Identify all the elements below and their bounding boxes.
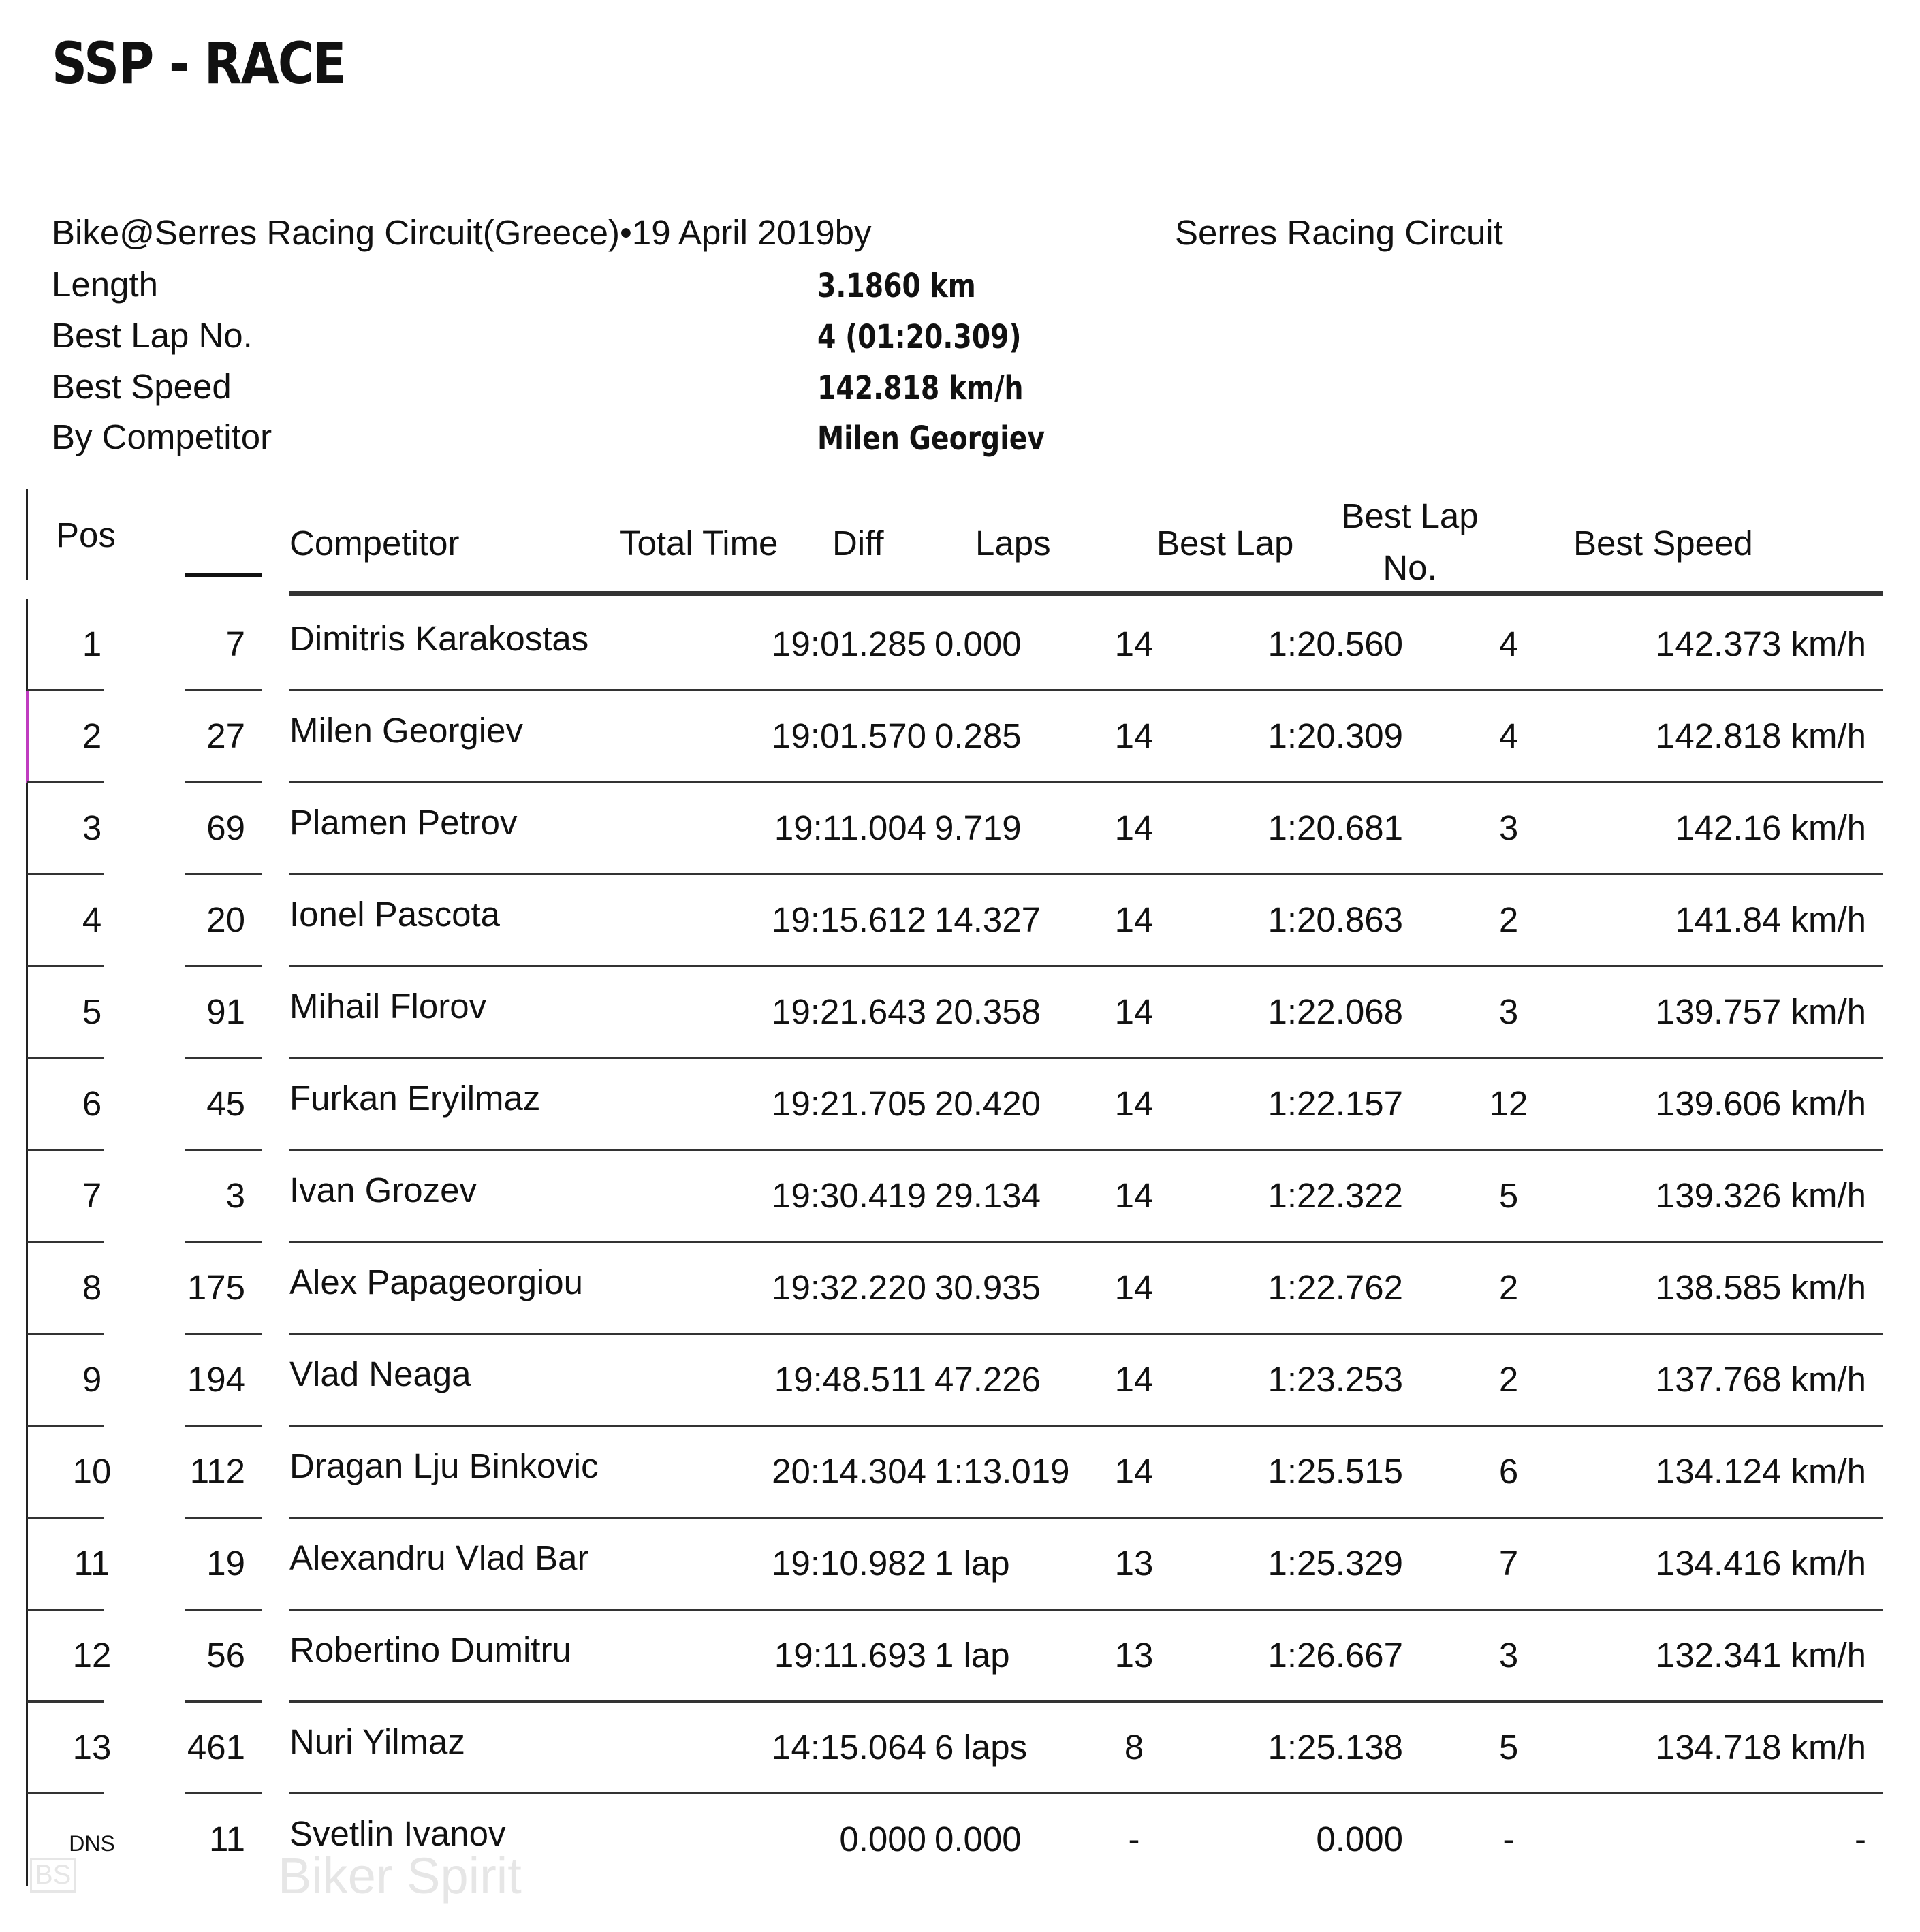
row-left-rule (26, 875, 28, 967)
cell-best-lap-no: 5 (1498, 1728, 1519, 1767)
number-separator (185, 1609, 262, 1611)
cell-best-speed: 134.124 km/h (1655, 1452, 1866, 1491)
number-separator (185, 689, 262, 691)
row-separator (289, 1792, 1883, 1794)
cell-pos: 3 (82, 808, 102, 847)
row-separator (289, 1057, 1883, 1059)
cell-number: 45 (206, 1084, 245, 1123)
cell-number: 27 (206, 716, 245, 755)
cell-diff: 6 laps (934, 1728, 1028, 1767)
cell-laps: 14 (1114, 1268, 1154, 1307)
cell-competitor: Dragan Lju Binkovic (289, 1446, 599, 1485)
number-separator (185, 1333, 262, 1335)
cell-laps: 14 (1114, 1360, 1154, 1399)
pos-separator (27, 1792, 104, 1794)
header-underline (289, 591, 1883, 596)
cell-best-lap: 1:25.515 (1268, 1452, 1403, 1491)
pos-separator (27, 1241, 104, 1243)
cell-number: 91 (206, 992, 245, 1031)
pos-separator (27, 1149, 104, 1151)
row-separator (289, 873, 1883, 875)
cell-best-lap: 1:20.863 (1268, 900, 1403, 939)
cell-total-time: 19:21.705 (772, 1084, 926, 1123)
cell-best-speed: 142.16 km/h (1675, 808, 1866, 847)
header-laps: Laps (975, 524, 1051, 563)
header-num-rule (185, 573, 262, 577)
event-organizer: Serres Racing Circuit (1175, 213, 1503, 252)
cell-total-time: 19:10.982 (772, 1544, 926, 1583)
cell-best-lap-no: 3 (1498, 808, 1519, 847)
cell-best-lap: 1:20.560 (1268, 624, 1403, 663)
cell-best-speed: 141.84 km/h (1675, 900, 1866, 939)
cell-competitor: Robertino Dumitru (289, 1630, 571, 1669)
stat-label: By Competitor (52, 417, 272, 456)
stat-value: 142.818 km/h (817, 369, 1024, 407)
pos-separator (27, 689, 104, 691)
cell-diff: 9.719 (934, 808, 1022, 847)
number-separator (185, 1057, 262, 1059)
cell-best-speed: 142.373 km/h (1655, 624, 1866, 663)
number-separator (185, 1792, 262, 1794)
stat-label: Best Lap No. (52, 316, 253, 355)
row-separator (289, 1333, 1883, 1335)
row-left-rule (26, 1703, 28, 1794)
cell-competitor: Vlad Neaga (289, 1355, 471, 1393)
row-highlight-marker (26, 691, 29, 783)
cell-best-lap-no: 6 (1498, 1452, 1519, 1491)
cell-laps: 13 (1114, 1544, 1154, 1583)
cell-total-time: 19:32.220 (772, 1268, 926, 1307)
cell-pos: 8 (82, 1268, 102, 1307)
number-separator (185, 965, 262, 967)
cell-laps: 14 (1114, 992, 1154, 1031)
cell-laps: 13 (1114, 1636, 1154, 1675)
cell-best-lap: 1:20.681 (1268, 808, 1403, 847)
header-best-lap: Best Lap (1156, 524, 1294, 563)
cell-best-lap-no: 4 (1498, 716, 1519, 755)
pos-separator (27, 1700, 104, 1703)
cell-best-speed: 134.416 km/h (1655, 1544, 1866, 1583)
row-left-rule (26, 1335, 28, 1427)
row-separator (289, 1609, 1883, 1611)
pos-separator (27, 1333, 104, 1335)
cell-diff: 0.000 (934, 1820, 1022, 1858)
row-separator (289, 1517, 1883, 1519)
event-line: Bike@Serres Racing Circuit(Greece)•19 April 2019by (52, 213, 872, 252)
cell-competitor: Plamen Petrov (289, 803, 518, 842)
cell-best-lap: 1:25.329 (1268, 1544, 1403, 1583)
row-left-rule (26, 599, 28, 691)
header-best-lap-no-line2: No. (1383, 548, 1437, 587)
cell-competitor: Svetlin Ivanov (289, 1814, 506, 1853)
header-competitor: Competitor (289, 524, 460, 563)
cell-pos: 6 (82, 1084, 102, 1123)
row-left-rule (26, 1151, 28, 1243)
pos-separator (27, 1057, 104, 1059)
pos-separator (27, 1609, 104, 1611)
row-separator (289, 1149, 1883, 1151)
header-total-time: Total Time (620, 524, 778, 563)
row-left-rule (26, 1794, 28, 1886)
cell-pos: 5 (82, 992, 102, 1031)
cell-best-lap-no: 3 (1498, 1636, 1519, 1675)
cell-best-speed: 132.341 km/h (1655, 1636, 1866, 1675)
stat-value: Milen Georgiev (817, 419, 1045, 458)
cell-pos: 1 (82, 624, 102, 663)
cell-best-lap-no: 2 (1498, 1268, 1519, 1307)
cell-best-lap-no: 7 (1498, 1544, 1519, 1583)
cell-laps: 14 (1114, 1452, 1154, 1491)
cell-number: 175 (187, 1268, 245, 1307)
row-separator (289, 689, 1883, 691)
cell-number: 194 (187, 1360, 245, 1399)
cell-best-speed: 142.818 km/h (1655, 716, 1866, 755)
row-separator (289, 965, 1883, 967)
number-separator (185, 1517, 262, 1519)
row-separator (289, 1241, 1883, 1243)
cell-number: 461 (187, 1728, 245, 1767)
number-separator (185, 781, 262, 783)
cell-competitor: Ivan Grozev (289, 1171, 477, 1209)
cell-competitor: Dimitris Karakostas (289, 619, 589, 658)
watermark-logo: BS (30, 1858, 76, 1893)
row-separator (289, 1700, 1883, 1703)
row-left-rule (26, 1427, 28, 1519)
cell-competitor: Mihail Florov (289, 987, 487, 1026)
cell-diff: 1:13.019 (934, 1452, 1070, 1491)
cell-laps: 14 (1114, 808, 1154, 847)
cell-best-lap: 1:26.667 (1268, 1636, 1403, 1675)
number-separator (185, 1241, 262, 1243)
cell-competitor: Nuri Yilmaz (289, 1722, 465, 1761)
watermark-text: Biker Spirit (278, 1848, 522, 1904)
cell-laps: 14 (1114, 624, 1154, 663)
cell-best-lap: 1:25.138 (1268, 1728, 1403, 1767)
cell-total-time: 14:15.064 (772, 1728, 926, 1767)
cell-competitor: Alex Papageorgiou (289, 1263, 583, 1301)
cell-number: 112 (189, 1452, 245, 1491)
cell-best-speed: 138.585 km/h (1655, 1268, 1866, 1307)
cell-best-lap: 1:22.157 (1268, 1084, 1403, 1123)
cell-number: 20 (206, 900, 245, 939)
cell-total-time: 19:30.419 (772, 1176, 926, 1215)
stat-value: 4 (01:20.309) (817, 318, 1022, 356)
cell-best-lap-no: - (1502, 1820, 1515, 1858)
cell-best-lap-no: 5 (1498, 1176, 1519, 1215)
cell-competitor: Alexandru Vlad Bar (289, 1538, 589, 1577)
cell-laps: 14 (1114, 1176, 1154, 1215)
cell-best-lap: 1:23.253 (1268, 1360, 1403, 1399)
cell-best-speed: - (1855, 1820, 1866, 1858)
cell-diff: 30.935 (934, 1268, 1041, 1307)
row-left-rule (26, 1059, 28, 1151)
row-left-rule (26, 1519, 28, 1611)
cell-best-lap-no: 3 (1498, 992, 1519, 1031)
cell-diff: 0.285 (934, 716, 1022, 755)
header-best-lap-no-line1: Best Lap (1341, 496, 1479, 535)
pos-separator (27, 781, 104, 783)
cell-best-lap: 1:20.309 (1268, 716, 1403, 755)
cell-diff: 20.420 (934, 1084, 1041, 1123)
stat-label: Length (52, 265, 158, 304)
cell-best-lap: 0.000 (1316, 1820, 1403, 1858)
cell-pos: 2 (82, 716, 102, 755)
number-separator (185, 1425, 262, 1427)
cell-pos: 13 (72, 1728, 112, 1767)
cell-best-speed: 139.326 km/h (1655, 1176, 1866, 1215)
cell-number: 3 (225, 1176, 245, 1215)
cell-best-lap-no: 12 (1489, 1084, 1528, 1123)
cell-best-lap: 1:22.762 (1268, 1268, 1403, 1307)
number-separator (185, 1149, 262, 1151)
header-diff: Diff (832, 524, 884, 563)
page-title: SSP - RACE (52, 30, 345, 97)
stat-value: 3.1860 km (817, 267, 976, 305)
pos-separator (27, 965, 104, 967)
cell-competitor: Ionel Pascota (289, 895, 501, 934)
cell-total-time: 19:21.643 (772, 992, 926, 1031)
cell-diff: 20.358 (934, 992, 1041, 1031)
cell-number: 56 (206, 1636, 245, 1675)
cell-total-time: 20:14.304 (772, 1452, 926, 1491)
header-left-rule (26, 489, 28, 580)
cell-total-time: 19:48.511 (774, 1360, 926, 1399)
row-separator (289, 781, 1883, 783)
cell-total-time: 19:11.693 (774, 1636, 926, 1675)
row-left-rule (26, 1243, 28, 1335)
cell-total-time: 19:15.612 (772, 900, 926, 939)
cell-total-time: 19:01.570 (772, 716, 926, 755)
cell-competitor: Furkan Eryilmaz (289, 1079, 541, 1118)
cell-best-speed: 134.718 km/h (1655, 1728, 1866, 1767)
cell-diff: 47.226 (934, 1360, 1041, 1399)
row-left-rule (26, 967, 28, 1059)
cell-pos: 12 (72, 1636, 112, 1675)
row-left-rule (26, 783, 28, 875)
cell-pos: 10 (72, 1452, 112, 1491)
pos-separator (27, 1517, 104, 1519)
cell-diff: 0.000 (934, 624, 1022, 663)
number-separator (185, 1700, 262, 1703)
cell-laps: 14 (1114, 900, 1154, 939)
stat-label: Best Speed (52, 367, 232, 406)
cell-pos: 9 (82, 1360, 102, 1399)
cell-diff: 1 lap (934, 1636, 1010, 1675)
cell-best-speed: 139.757 km/h (1655, 992, 1866, 1031)
cell-number: 7 (225, 624, 245, 663)
header-best-speed: Best Speed (1573, 524, 1753, 563)
cell-total-time: 19:01.285 (772, 624, 926, 663)
cell-pos: 11 (74, 1544, 110, 1583)
pos-separator (27, 1425, 104, 1427)
cell-best-speed: 137.768 km/h (1655, 1360, 1866, 1399)
cell-pos: 7 (82, 1176, 102, 1215)
cell-pos: DNS (69, 1831, 115, 1856)
cell-total-time: 0.000 (839, 1820, 926, 1858)
cell-best-lap: 1:22.322 (1268, 1176, 1403, 1215)
cell-best-lap-no: 4 (1498, 624, 1519, 663)
cell-best-speed: 139.606 km/h (1655, 1084, 1866, 1123)
cell-laps: - (1128, 1820, 1140, 1858)
cell-best-lap-no: 2 (1498, 1360, 1519, 1399)
cell-diff: 29.134 (934, 1176, 1041, 1215)
cell-best-lap-no: 2 (1498, 900, 1519, 939)
row-separator (289, 1425, 1883, 1427)
cell-pos: 4 (82, 900, 102, 939)
header-pos: Pos (56, 516, 116, 554)
cell-diff: 1 lap (934, 1544, 1010, 1583)
pos-separator (27, 873, 104, 875)
cell-laps: 8 (1124, 1728, 1144, 1767)
row-left-rule (26, 1611, 28, 1703)
cell-diff: 14.327 (934, 900, 1041, 939)
cell-laps: 14 (1114, 716, 1154, 755)
cell-competitor: Milen Georgiev (289, 711, 523, 750)
cell-number: 69 (206, 808, 245, 847)
cell-total-time: 19:11.004 (774, 808, 926, 847)
cell-number: 11 (209, 1820, 245, 1858)
cell-number: 19 (206, 1544, 245, 1583)
number-separator (185, 873, 262, 875)
cell-laps: 14 (1114, 1084, 1154, 1123)
cell-best-lap: 1:22.068 (1268, 992, 1403, 1031)
